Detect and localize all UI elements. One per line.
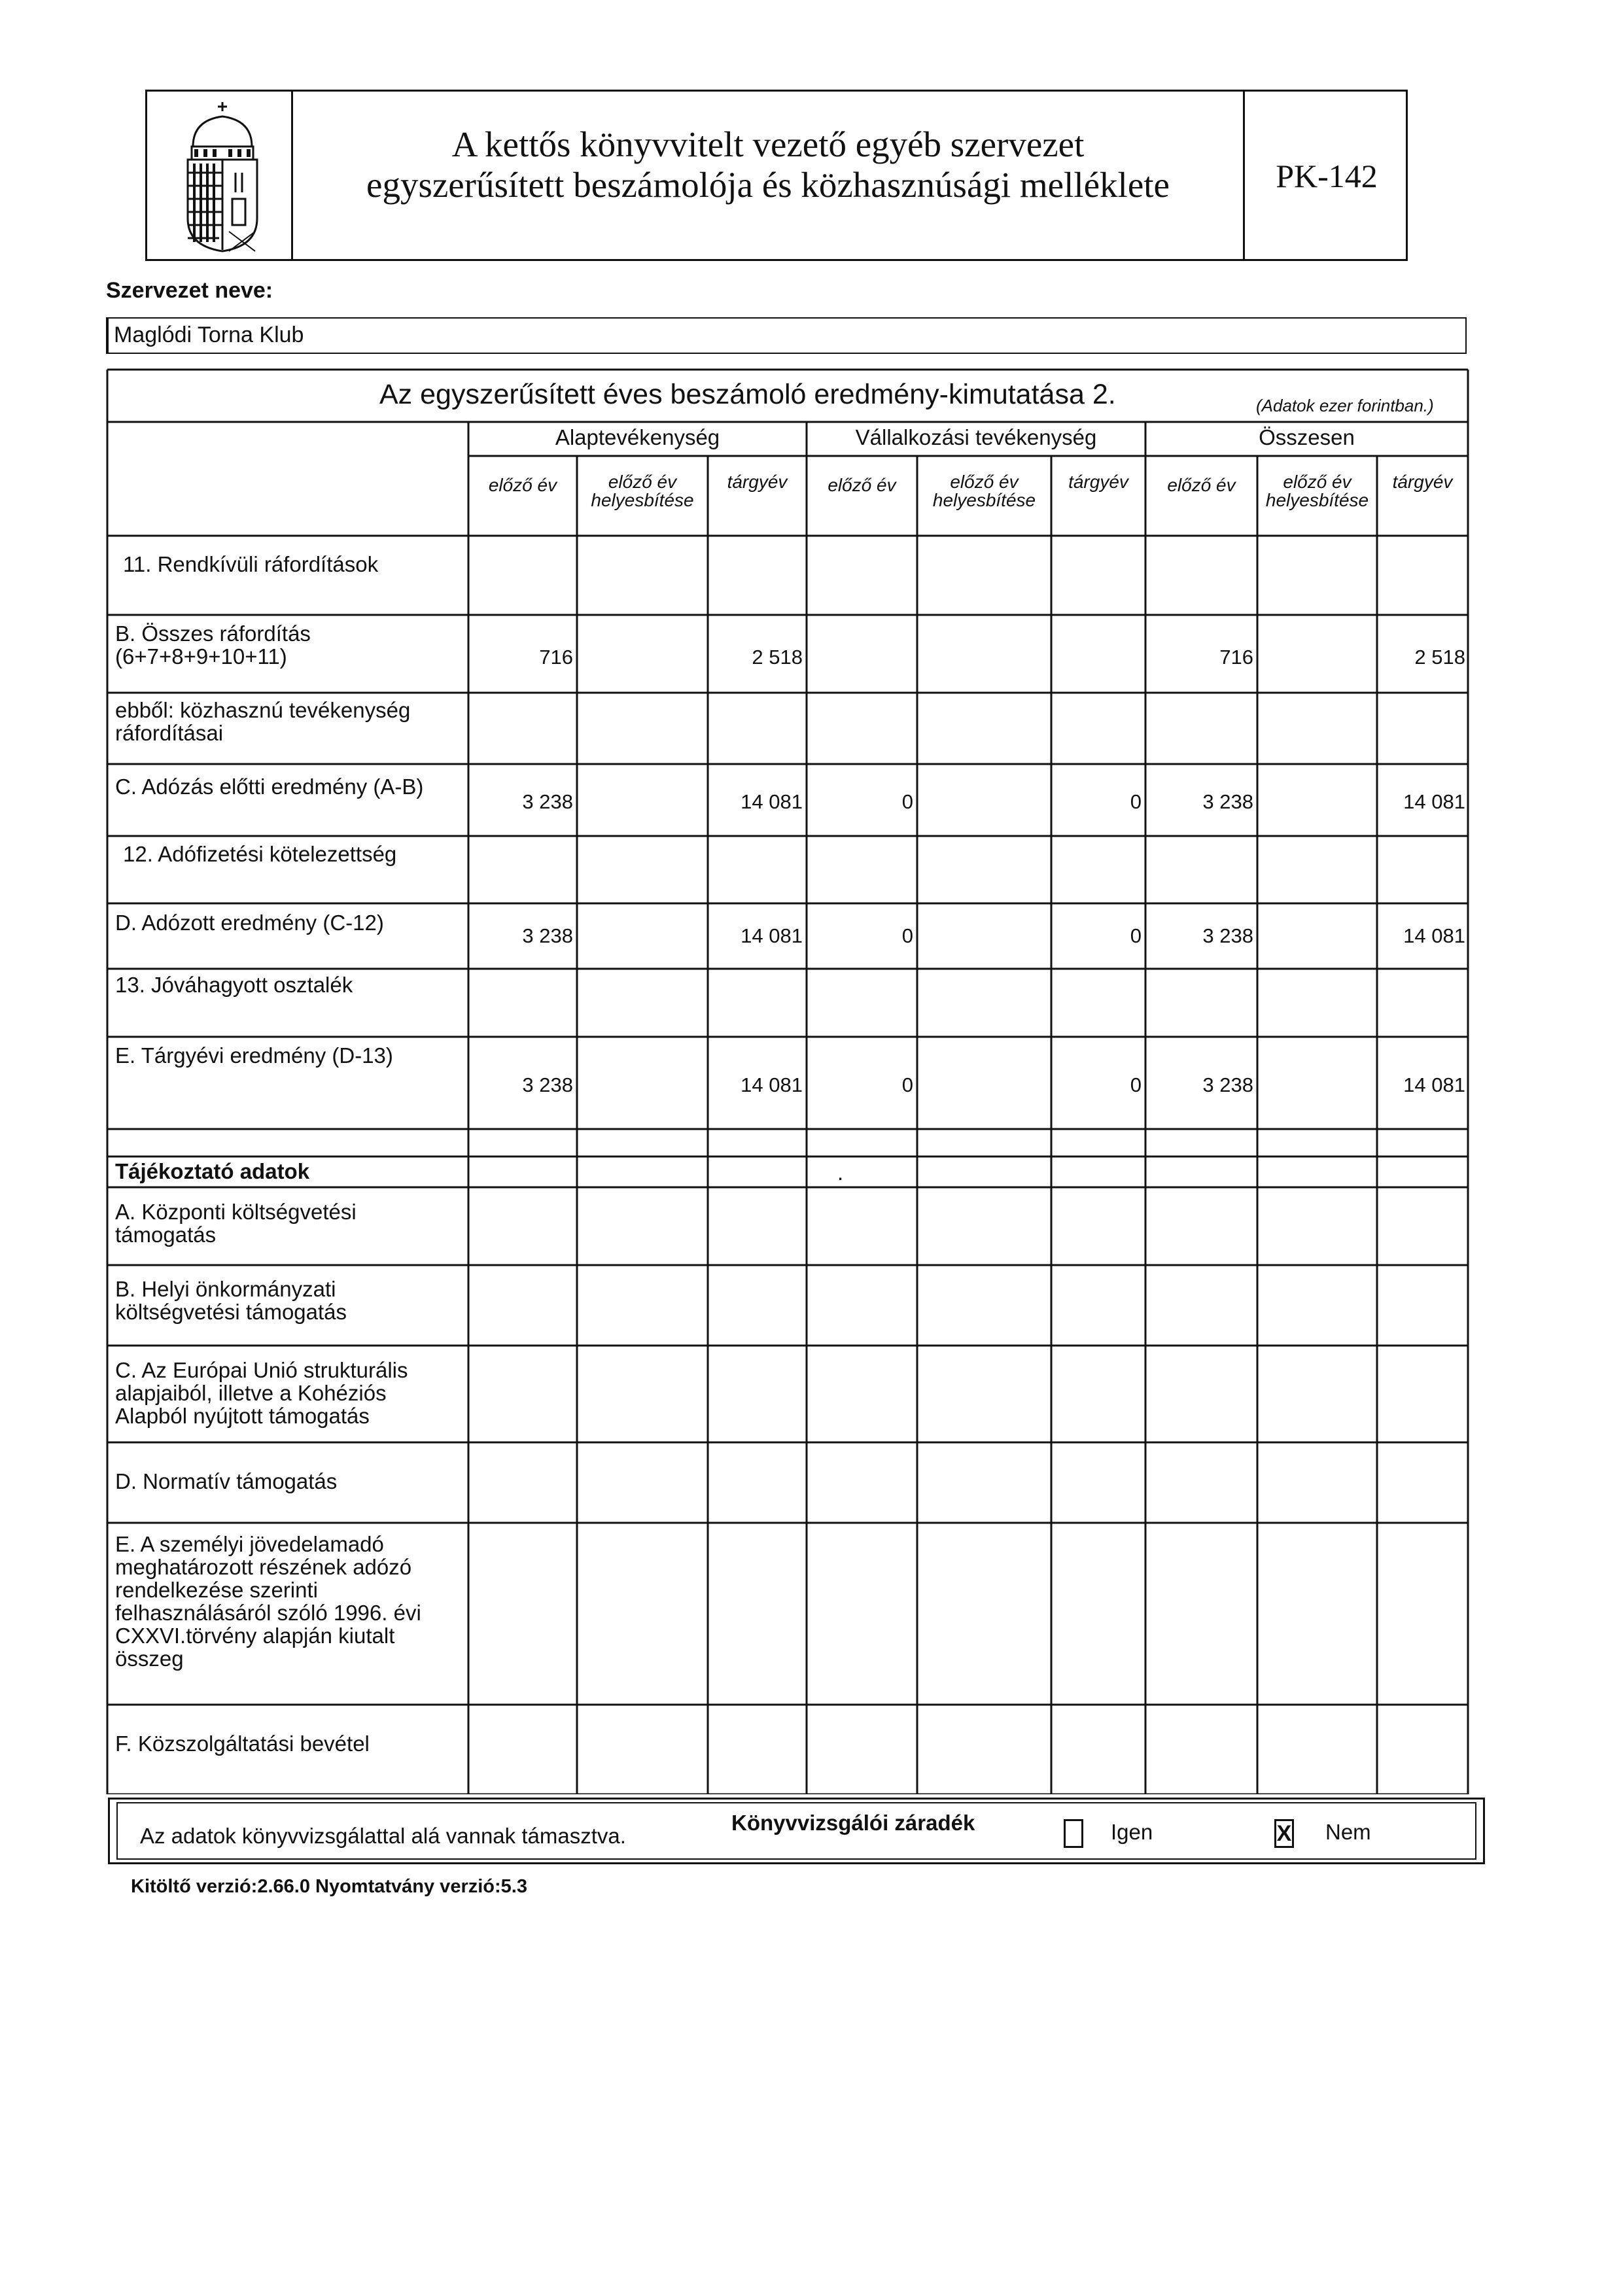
cell-value: 0 xyxy=(1130,1073,1142,1096)
cell-value: 14 081 xyxy=(741,790,803,813)
version-info: Kitöltő verzió:2.66.0 Nyomtatvány verzió:5.3 xyxy=(131,1876,527,1897)
cell-value: 3 238 xyxy=(522,924,573,947)
row-label: ebből: közhasznú tevékenység ráfordításai xyxy=(115,698,411,745)
yes-checkbox[interactable] xyxy=(1064,1819,1083,1848)
cell-value: 14 081 xyxy=(1403,1073,1465,1096)
no-label: Nem xyxy=(1325,1820,1371,1844)
subcol-header: tárgyév xyxy=(727,472,788,492)
audit-footer xyxy=(108,1798,1485,1864)
row-label: B. Összes ráfordítás (6+7+8+9+10+11) xyxy=(115,621,311,669)
info-row-label: C. Az Európai Unió strukturális alapjaiból, illetve a Kohéziós Alapból nyújtott támogatás xyxy=(115,1358,408,1428)
cell-value: 14 081 xyxy=(741,924,803,947)
info-dot: . xyxy=(837,1160,844,1185)
info-row-label: B. Helyi önkormányzati költségvetési támogatás xyxy=(115,1277,347,1324)
info-row-label: D. Normatív támogatás xyxy=(115,1469,338,1493)
subcol-header: tárgyév xyxy=(1068,472,1128,492)
row-label: E. Tárgyévi eredmény (D-13) xyxy=(115,1043,393,1068)
info-row-label: A. Központi költségvetési támogatás xyxy=(115,1200,357,1247)
subcol-header: előző év helyesbítése xyxy=(932,472,1036,510)
cell-value: 2 518 xyxy=(752,646,803,669)
row-label: 11. Rendkívüli ráfordítások xyxy=(123,552,379,576)
form-header xyxy=(145,90,1408,261)
form-title: A kettős könyvvitelt vezető egyéb szervezet egyszerűsített beszámolója és közhasznúsági melléklete xyxy=(366,124,1170,205)
table-title: Az egyszerűsített éves beszámoló eredmény-kimutatása 2. xyxy=(379,379,1116,410)
hungarian-coat-of-arms-icon xyxy=(173,101,271,254)
cell-value: 3 238 xyxy=(1202,790,1253,813)
cell-value: 0 xyxy=(1130,924,1142,947)
audit-statement: Az adatok könyvvizsgálattal alá vannak támasztva. xyxy=(140,1824,626,1848)
cell-value: 0 xyxy=(901,790,913,813)
cell-value: 0 xyxy=(901,924,913,947)
cell-value: 0 xyxy=(1130,790,1142,813)
unit-note: (Adatok ezer forintban.) xyxy=(1256,396,1434,415)
cell-value: 14 081 xyxy=(741,1073,803,1096)
cell-value: 3 238 xyxy=(1202,924,1253,947)
subcol-header: előző év xyxy=(1167,475,1236,495)
subcol-header: előző év xyxy=(828,475,896,495)
income-statement-table xyxy=(105,368,1471,1794)
group-header-total: Összesen xyxy=(1259,425,1355,449)
info-section-title: Tájékoztató adatok xyxy=(115,1159,310,1183)
info-row-label: F. Közszolgáltatási bevétel xyxy=(115,1731,370,1756)
audit-clause-title: Könyvvizsgálói záradék xyxy=(731,1811,975,1835)
check-mark: X xyxy=(1276,1821,1292,1846)
group-header-business: Vállalkozási tevékenység xyxy=(855,425,1097,449)
cell-value: 716 xyxy=(1219,646,1253,669)
form-code: PK-142 xyxy=(1276,158,1378,194)
cell-value: 14 081 xyxy=(1403,790,1465,813)
subcol-header: előző év helyesbítése xyxy=(1265,472,1369,510)
cell-value: 3 238 xyxy=(522,1073,573,1096)
cell-value: 716 xyxy=(539,646,573,669)
cell-value: 14 081 xyxy=(1403,924,1465,947)
cell-value: 2 518 xyxy=(1414,646,1465,669)
cell-value: 0 xyxy=(901,1073,913,1096)
row-label: 12. Adófizetési kötelezettség xyxy=(123,842,397,866)
cell-value: 3 238 xyxy=(1202,1073,1253,1096)
subcol-header: előző év xyxy=(488,475,557,495)
subcol-header: előző év helyesbítése xyxy=(591,472,694,510)
info-row-label: E. A személyi jövedelamadó meghatározott részének adózó rendelkezése szerinti felhasználásáról szóló 1996. évi CXXVI.törvény alapján kiutalt összeg xyxy=(115,1532,421,1671)
yes-label: Igen xyxy=(1111,1820,1153,1844)
group-header-core: Alaptevékenység xyxy=(555,425,720,449)
organization-name: Maglódi Torna Klub xyxy=(114,322,304,347)
row-label: C. Adózás előtti eredmény (A-B) xyxy=(115,774,424,799)
row-label: D. Adózott eredmény (C-12) xyxy=(115,911,384,935)
organization-name-field xyxy=(106,317,1467,354)
row-label: 13. Jóváhagyott osztalék xyxy=(115,973,353,997)
cell-value: 3 238 xyxy=(522,790,573,813)
no-checkbox[interactable] xyxy=(1274,1819,1294,1848)
subcol-header: tárgyév xyxy=(1392,472,1453,492)
organization-label: Szervezet neve: xyxy=(106,278,273,303)
